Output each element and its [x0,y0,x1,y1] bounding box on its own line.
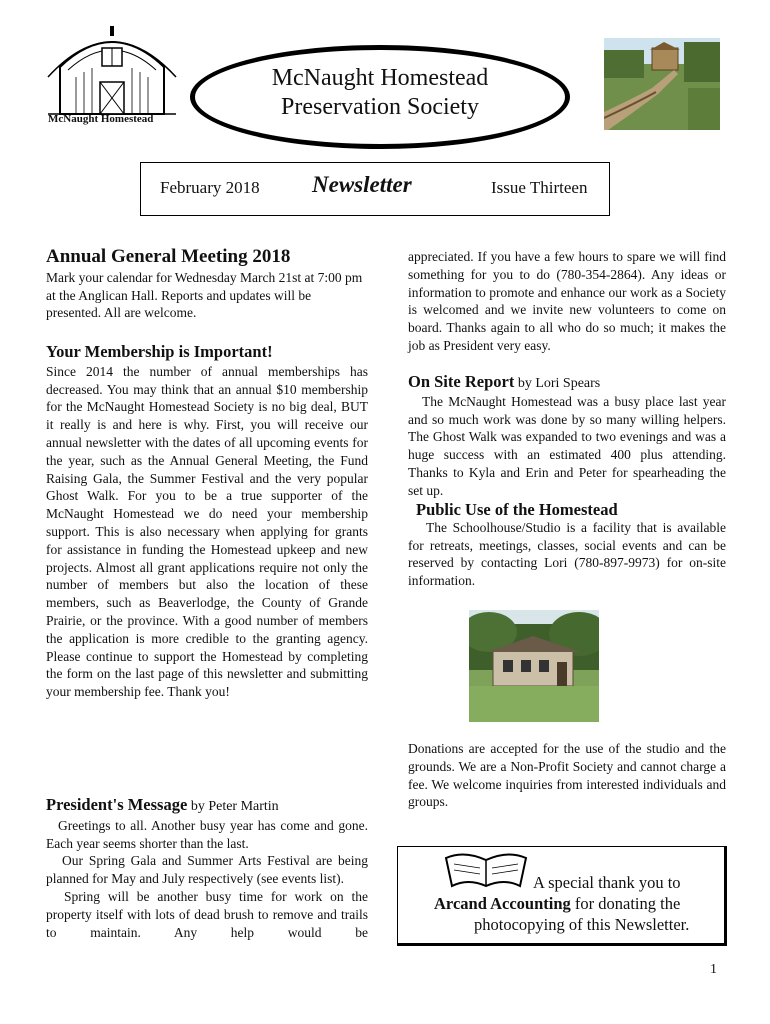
issue-date: February 2018 [160,178,260,197]
title-line-2: Preservation Society [281,94,479,120]
agm-section [46,248,368,322]
donations-text: Donations are accepted for the use of the studio and the grounds. We are a Non-Profit Society and cannot charge a fee. We welcome inquiries from interested individuals and groups. [408,741,726,810]
president-p1: Greetings to all. Another busy year has come and gone. Each year seems shorter than the last. [46,817,368,851]
logo-caption: McNaught Homestead [48,113,154,125]
thanks-line-1: A special thank you to [533,873,681,892]
president-p2: Our Spring Gala and Summer Arts Festival are being planned for May and July respectively (see events list). [46,853,368,887]
thanks-line-2 [400,893,724,914]
agm-text: Mark your calendar for Wednesday March 21st at 7:00 pm at the Anglican Hall. Reports and updates will be presented. All are welcome. [46,269,363,321]
boardwalk-photo [604,38,720,130]
thank-you-text [400,872,724,935]
page-number: 1 [710,962,717,977]
title-line-1: McNaught Homestead [271,65,489,91]
issue-label: Newsletter [312,172,412,197]
onsite-text: The McNaught Homestead was a busy place last year and so much work was done by so many willing helpers. The Ghost Walk was expanded to two evenings and was a huge success with an estimated 400 plus attending. Thanks to Kyla and Erin and Peter for spearheading the set up. [408,393,726,498]
membership-text: Since 2014 the number of annual memberships has decreased. You may think that an annual $10 membership for the McNaught Homestead Society is no big deal, BUT it really is and here is why. First, you will receive our annual newsletter with the dates of all upcoming events for the year, such as the Annual General Meeting, the Fund Raising Gala, the Summer Festival and the very popular Ghost Walk. For you to be a true supporter of the McNaught Homestead we do need your membership support. This is also necessary when applying for grants for assistance in funding the Homestead upkeep and new projects. Almost all grant applications require not only the number of members but also the location of these members, such as Beaverlodge, the County of Grande Prairie, or the province. With a good number of members the application is more credible to the granting agency. Please continue to support the Homestead by completing the form on the last page of this newsletter and submitting your membership fee. Thank you! [46,363,368,700]
agm-heading: Annual General Meeting 2018 [46,246,291,267]
president-byline: by Peter Martin [187,799,279,814]
president-p4: appreciated. If you have a few hours to spare we will find something for you to do (780-354-2864). Any ideas or information to promote and enhance our work as a Society is welcomed and we invite new volunteers to come on board. Thanks again to all who do so much; it makes the job as President very easy. [408,249,726,353]
membership-heading: Your Membership is Important! [46,342,273,361]
thanks-line-3: photocopying of this Newsletter. [474,915,690,934]
president-heading-line [46,796,368,816]
president-heading: President's Message [46,795,188,814]
thanks-line-2-rest: for donating the [570,894,681,913]
schoolhouse-photo [469,610,599,722]
onsite-heading-line [408,373,726,393]
president-continued [408,248,726,355]
onsite-section [408,373,726,500]
onsite-heading: On Site Report [408,372,515,391]
public-use-section [408,501,726,590]
onsite-byline: by Lori Spears [514,376,601,391]
president-section [46,796,368,941]
donations-section [408,740,726,811]
president-p3: Spring will be another busy time for work on the property itself with lots of dead brush to remove and trails to maintain. Any help would be [46,888,368,940]
issue-number: Issue Thirteen [491,178,588,197]
public-use-text: The Schoolhouse/Studio is a facility that is available for retreats, meetings, classes, social events and can be reserved by contacting Lori (780-897-9973) for on-site information. [408,519,726,589]
newsletter-title [190,64,570,122]
public-use-heading: Public Use of the Homestead [416,500,618,519]
sponsor-name: Arcand Accounting [434,894,571,913]
membership-section [46,343,368,701]
